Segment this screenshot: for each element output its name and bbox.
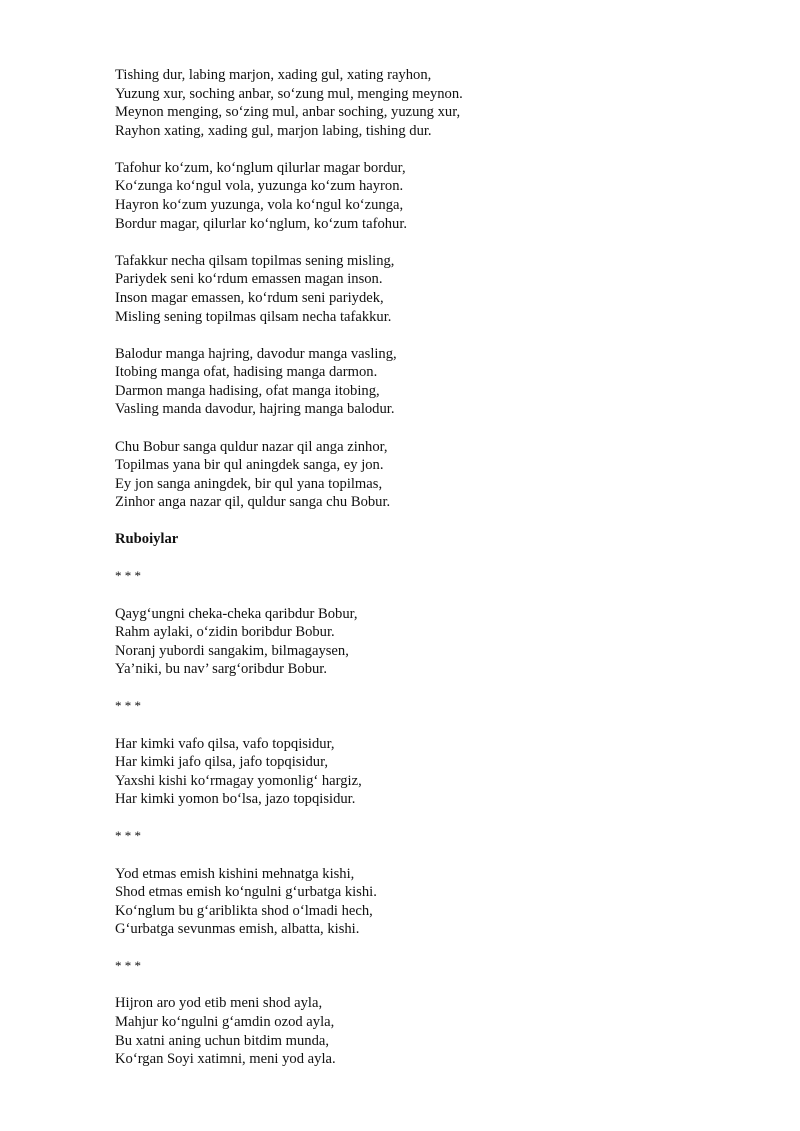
rubai-quatrain xyxy=(115,605,755,679)
stanza-line: Zinhor anga nazar qil, quldur sanga chu Bobur. xyxy=(115,494,391,511)
stanza-line: Balodur manga hajring, davodur manga vasling, xyxy=(115,345,397,362)
rubai-line: G‘urbatga sevunmas emish, albatta, kishi. xyxy=(115,921,360,938)
rubai-line: Mahjur ko‘ngulni g‘amdin ozod ayla, xyxy=(115,1014,335,1031)
rubai-line: Bu xatni aning uchun bitdim munda, xyxy=(115,1032,330,1049)
rubai-line: Yod etmas emish kishini mehnatga kishi, xyxy=(115,865,355,882)
stanza-line: Ko‘zunga ko‘ngul vola, yuzunga ko‘zum hayron. xyxy=(115,178,404,195)
rubai-line: Noranj yubordi sangakim, bilmagaysen, xyxy=(115,642,349,659)
rubai-line: Ko‘nglum bu g‘ariblikta shod o‘lmadi hech, xyxy=(115,902,373,919)
section-heading: Ruboiylar xyxy=(115,531,179,548)
rubai-line: Ya’niki, bu nav’ sarg‘oribdur Bobur. xyxy=(115,661,327,678)
stanza-line: Vasling manda davodur, hajring manga balodur. xyxy=(115,401,395,418)
rubai-line: Rahm aylaki, o‘zidin boribdur Bobur. xyxy=(115,624,335,641)
stars-separator: * * * xyxy=(115,828,141,844)
stanza-line: Meynon menging, so‘zing mul, anbar soching, yuzung xur, xyxy=(115,104,461,121)
rubai-line: Har kimki yomon bo‘lsa, jazo topqisidur. xyxy=(115,791,356,808)
rubai-quatrain xyxy=(115,994,755,1068)
stanza-line: Yuzung xur, soching anbar, so‘zung mul, menging meynon. xyxy=(115,85,463,102)
stanza-line: Bordur magar, qilurlar ko‘nglum, ko‘zum tafohur. xyxy=(115,215,408,232)
rubai-line: Ko‘rgan Soyi xatimni, meni yod ayla. xyxy=(115,1051,336,1068)
stars-separator: * * * xyxy=(115,698,141,714)
stanza-line: Tafohur ko‘zum, ko‘nglum qilurlar magar bordur, xyxy=(115,159,406,176)
rubai-quatrain xyxy=(115,735,755,809)
rubai-line: Har kimki jafo qilsa, jafo topqisidur, xyxy=(115,754,329,771)
stars-separator: * * * xyxy=(115,568,141,584)
stanza xyxy=(115,438,755,512)
rubai-line: Hijron aro yod etib meni shod ayla, xyxy=(115,995,323,1012)
stanza-line: Topilmas yana bir qul aningdek sanga, ey jon. xyxy=(115,457,384,474)
stanza-line: Rayhon xating, xading gul, marjon labing, tishing dur. xyxy=(115,122,432,139)
stanza xyxy=(115,252,755,326)
stanza-line: Ey jon sanga aningdek, bir qul yana topilmas, xyxy=(115,475,383,492)
rubai-line: Yaxshi kishi ko‘rmagay yomonlig‘ hargiz, xyxy=(115,772,362,789)
rubai-line: Har kimki vafo qilsa, vafo topqisidur, xyxy=(115,735,335,752)
stanza-line: Darmon manga hadising, ofat manga itobing, xyxy=(115,382,380,399)
rubai-line: Shod etmas emish ko‘ngulni g‘urbatga kishi. xyxy=(115,884,377,901)
stanza xyxy=(115,66,755,140)
stanza-line: Pariydek seni ko‘rdum emassen magan inson. xyxy=(115,271,383,288)
stanza-line: Itobing manga ofat, hadising manga darmon. xyxy=(115,364,378,381)
stanza-line: Misling sening topilmas qilsam necha tafakkur. xyxy=(115,308,392,325)
rubai-line: Qayg‘ungni cheka-cheka qaribdur Bobur, xyxy=(115,605,358,622)
stanza-line: Tishing dur, labing marjon, xading gul, xating rayhon, xyxy=(115,67,432,83)
stanza xyxy=(115,159,755,233)
stanza-line: Hayron ko‘zum yuzunga, vola ko‘ngul ko‘zunga, xyxy=(115,197,404,214)
stanza-line: Inson magar emassen, ko‘rdum seni pariydek, xyxy=(115,289,384,306)
stars-separator: * * * xyxy=(115,958,141,974)
stanza xyxy=(115,345,755,419)
document-page xyxy=(115,66,755,1087)
stanza-line: Tafakkur necha qilsam topilmas sening misling, xyxy=(115,252,395,269)
stanza-line: Chu Bobur sanga quldur nazar qil anga zinhor, xyxy=(115,438,388,455)
rubai-quatrain xyxy=(115,865,755,939)
